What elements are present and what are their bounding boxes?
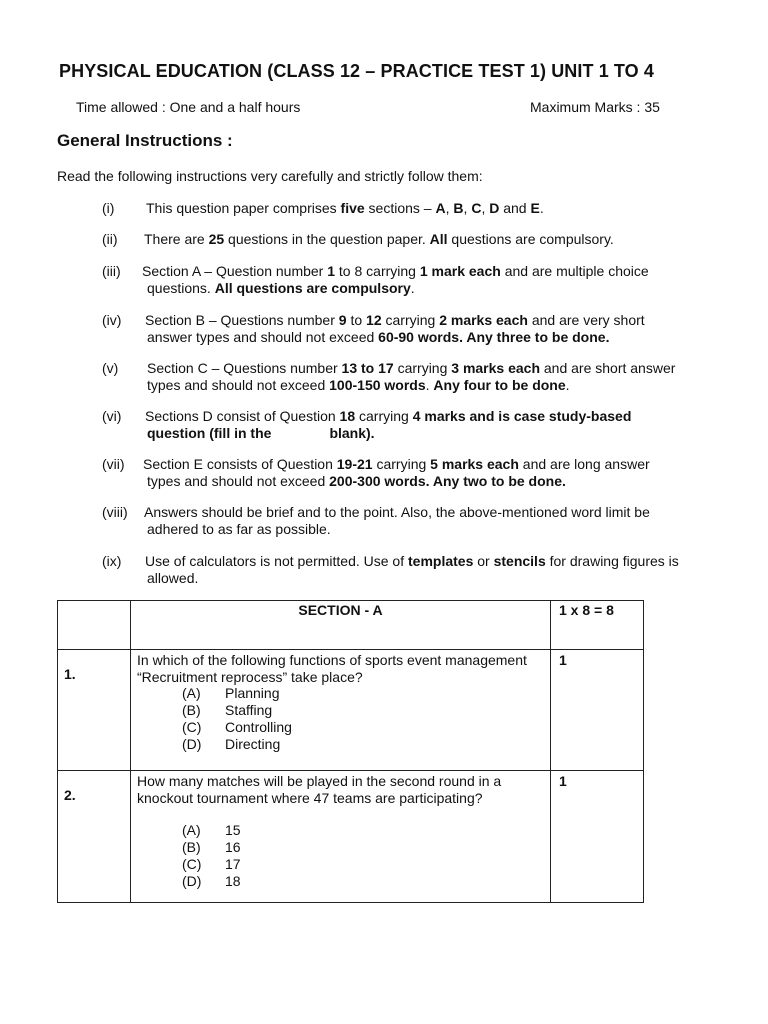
instruction-segment: Use of calculators is not permitted. Use of: [145, 553, 408, 569]
instruction-text: [143, 456, 650, 473]
option: [182, 873, 546, 890]
question-cell: [131, 771, 551, 903]
instruction-segment: carrying: [393, 360, 452, 376]
option-text: Controlling: [225, 718, 292, 735]
instruction-emphasis: 19-21: [336, 456, 373, 472]
option-label: (B): [182, 702, 201, 719]
instruction-segment: questions in the question paper.: [224, 231, 430, 247]
option: [182, 685, 546, 702]
option-label: (A): [182, 822, 201, 839]
instruction-text: [146, 200, 544, 217]
option-label: (D): [182, 735, 202, 752]
header-blank-cell: [58, 601, 131, 650]
instruction-segment: answer types and should not exceed: [147, 329, 379, 345]
instruction-segment: or: [473, 553, 494, 569]
section-a-table: [57, 600, 644, 903]
instruction-segment: Answers should be brief and to the point. Also, the above-mentioned word limit be: [144, 504, 650, 520]
instruction-number: (vi): [102, 408, 122, 424]
question-marks: 1: [551, 771, 644, 903]
instruction-segment: Sections D consist of Question: [145, 408, 340, 424]
instruction-emphasis: D: [489, 200, 500, 216]
question-text: In which of the following functions of sports event management “Recruitment reprocess” take place?: [137, 652, 527, 685]
paper-title: PHYSICAL EDUCATION (CLASS 12 – PRACTICE TEST 1) UNIT 1 TO 4: [59, 61, 654, 81]
instruction-emphasis: 1 mark each: [419, 263, 501, 279]
option-label: (A): [182, 685, 201, 702]
instruction-emphasis: 25: [208, 231, 225, 247]
instruction-emphasis: A: [435, 200, 446, 216]
instruction-text: [147, 473, 566, 490]
instruction-emphasis: 5 marks each: [430, 456, 519, 472]
instruction-emphasis: question (fill in the: [147, 425, 272, 441]
instruction-text: [147, 360, 675, 377]
instruction-text: [147, 570, 198, 587]
instruction-text: [147, 521, 331, 538]
instruction-emphasis: five: [340, 200, 365, 216]
instruction-segment: .: [410, 280, 415, 296]
instruction-text: [145, 553, 679, 570]
instruction-segment: types and should not exceed: [147, 473, 330, 489]
instruction-segment: Section A – Question number: [142, 263, 328, 279]
instruction-emphasis: 18: [339, 408, 356, 424]
instruction-emphasis: 60-90 words. Any three to be done.: [378, 329, 610, 345]
instruction-number: (ix): [102, 553, 122, 569]
instruction-emphasis: 12: [366, 312, 382, 328]
instruction-emphasis: stencils: [493, 553, 546, 569]
question-number: 1.: [58, 650, 131, 771]
instruction-emphasis: E: [530, 200, 540, 216]
option: [182, 719, 546, 736]
instruction-segment: Section E consists of Question: [143, 456, 337, 472]
instruction-segment: questions are compulsory.: [447, 231, 614, 247]
question-row: [58, 650, 644, 771]
section-header-row: [58, 601, 644, 650]
option-text: Directing: [225, 735, 281, 752]
option-label: (C): [182, 718, 202, 735]
instruction-segment: to: [346, 312, 367, 328]
instruction-segment: questions.: [147, 280, 215, 296]
question-text: How many matches will be played in the second round in a knockout tournament where 47 teams are participating?: [137, 773, 502, 806]
instruction-text: [145, 408, 631, 425]
instruction-segment: and: [499, 200, 531, 216]
option: [182, 856, 546, 873]
instruction-segment: for drawing figures is: [545, 553, 679, 569]
instruction-segment: ,: [463, 200, 472, 216]
instruction-number: (viii): [102, 504, 128, 520]
instruction-text: [147, 377, 570, 394]
option-label: (B): [182, 839, 201, 856]
time-allowed: Time allowed : One and a half hours: [76, 99, 301, 115]
section-heading: SECTION - A: [131, 601, 551, 650]
instruction-segment: Section C – Questions number: [147, 360, 342, 376]
option-text: 17: [225, 855, 241, 872]
option: [182, 736, 546, 753]
instruction-text: [145, 312, 645, 329]
instruction-emphasis: 200-300 words. Any two to be done.: [329, 473, 566, 489]
instruction-segment: carrying: [355, 408, 413, 424]
question-marks: 1: [551, 650, 644, 771]
instruction-emphasis: C: [471, 200, 482, 216]
instruction-number: (v): [102, 360, 119, 376]
instruction-segment: Section B – Questions number: [145, 312, 339, 328]
instruction-segment: .: [539, 200, 544, 216]
instruction-emphasis: 3 marks each: [451, 360, 540, 376]
instruction-emphasis: blank).: [329, 425, 375, 441]
instruction-segment: ,: [481, 200, 490, 216]
instruction-segment: sections –: [364, 200, 436, 216]
instruction-emphasis: All questions are compulsory: [214, 280, 411, 296]
instruction-segment: and are short answer: [540, 360, 676, 376]
instruction-emphasis: 100-150 words: [329, 377, 426, 393]
instruction-segment: carrying: [372, 456, 431, 472]
instruction-text: [147, 280, 415, 297]
instruction-emphasis: templates: [408, 553, 474, 569]
instruction-number: (i): [102, 200, 115, 216]
instruction-emphasis: 2 marks each: [439, 312, 528, 328]
instructions-heading: General Instructions :: [57, 131, 233, 150]
option-label: (C): [182, 855, 202, 872]
instruction-segment: There are: [144, 231, 209, 247]
instruction-segment: to 8 carrying: [335, 263, 420, 279]
instruction-segment: and are very short: [527, 312, 645, 328]
instruction-segment: types and should not exceed: [147, 377, 330, 393]
option: [182, 822, 546, 839]
instruction-number: (iv): [102, 312, 122, 328]
maximum-marks: Maximum Marks : 35: [530, 99, 660, 115]
instruction-segment: carrying: [381, 312, 440, 328]
option-text: 18: [225, 872, 241, 889]
option-label: (D): [182, 872, 202, 889]
question-cell: [131, 650, 551, 771]
instruction-emphasis: B: [453, 200, 464, 216]
instruction-number: (ii): [102, 231, 118, 247]
section-marks: 1 x 8 = 8: [551, 601, 644, 650]
instruction-text: [147, 425, 375, 442]
instruction-segment: and are long answer: [518, 456, 650, 472]
instruction-segment: and are multiple choice: [500, 263, 649, 279]
instruction-emphasis: 9: [338, 312, 347, 328]
option-text: Planning: [225, 685, 280, 702]
instruction-number: (iii): [102, 263, 121, 279]
instruction-emphasis: 13 to 17: [341, 360, 394, 376]
option: [182, 839, 546, 856]
instruction-text: [142, 263, 649, 280]
instruction-segment: .: [425, 377, 434, 393]
instruction-text: [144, 504, 650, 521]
question-number: 2.: [58, 771, 131, 903]
instruction-text: [147, 329, 609, 346]
option-text: 16: [225, 839, 241, 856]
option-text: Staffing: [225, 702, 273, 719]
instruction-segment: This question paper comprises: [146, 200, 341, 216]
instruction-emphasis: All: [429, 231, 448, 247]
instruction-number: (vii): [102, 456, 125, 472]
question-row: [58, 771, 644, 903]
instruction-segment: allowed.: [147, 570, 199, 586]
instruction-segment: adhered to as far as possible.: [147, 521, 331, 537]
instruction-text: [144, 231, 614, 248]
instruction-emphasis: 4 marks and is case study-based: [412, 408, 632, 424]
instruction-emphasis: 1: [327, 263, 336, 279]
option: [182, 702, 546, 719]
instruction-segment: .: [565, 377, 570, 393]
instruction-segment: ,: [445, 200, 454, 216]
option-text: 15: [225, 822, 241, 839]
instructions-intro: Read the following instructions very carefully and strictly follow them:: [57, 168, 483, 184]
instruction-emphasis: Any four to be done: [433, 377, 566, 393]
